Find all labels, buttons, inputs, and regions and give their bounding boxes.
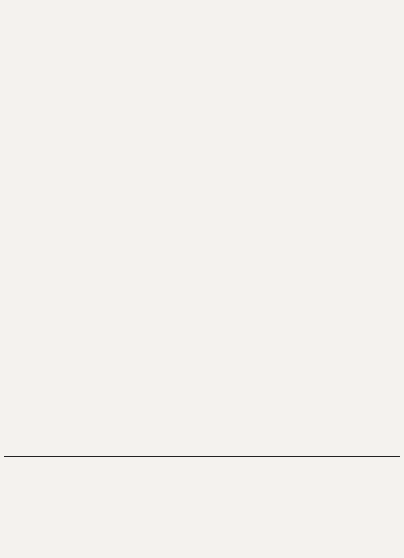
personnel-heading [0,196,404,203]
section-divider [4,456,400,457]
distribution-heading [0,357,404,364]
operations-note [6,185,398,189]
operations-heading [0,28,404,35]
